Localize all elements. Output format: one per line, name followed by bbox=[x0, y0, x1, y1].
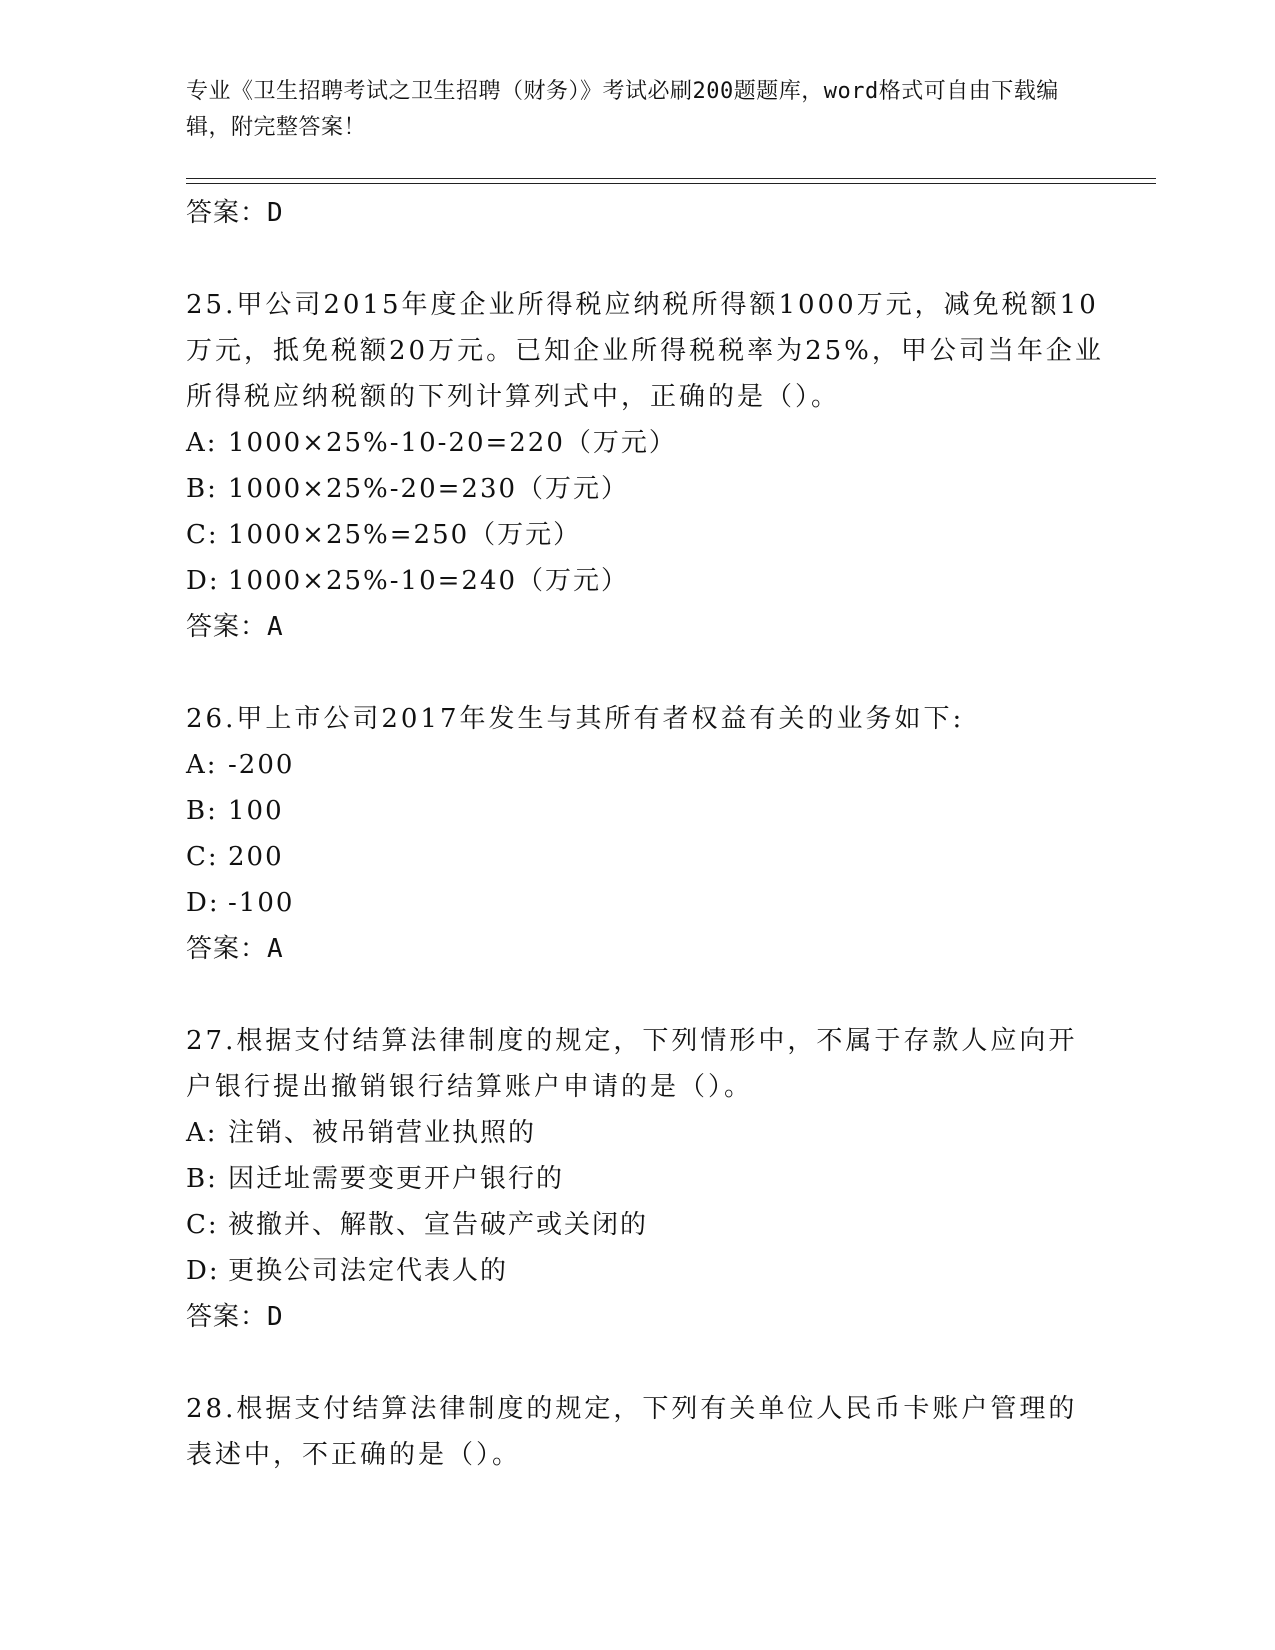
question-block bbox=[186, 1386, 1106, 1478]
option-text: 被撤并、解散、宣告破产或关闭的 bbox=[228, 1210, 649, 1240]
option-b bbox=[186, 1156, 1106, 1202]
option-a bbox=[186, 420, 1106, 466]
option-key: B: bbox=[186, 474, 218, 504]
option-a bbox=[186, 742, 1106, 788]
question-block bbox=[186, 1018, 1106, 1340]
question-stem: 26.甲上市公司2017年发生与其所有者权益有关的业务如下: bbox=[186, 704, 965, 734]
header-divider bbox=[186, 178, 1156, 179]
question-stem: 25.甲公司2015年度企业所得税应纳税所得额1000万元，减免税额10万元，抵免税额20万元。已知企业所得税税率为25%，甲公司当年企业所得税应纳税额的下列计算列式中，正确的是（）。 bbox=[186, 290, 1104, 412]
option-text: 1000×25%-10=240（万元） bbox=[228, 566, 630, 596]
option-a bbox=[186, 1110, 1106, 1156]
option-text: 200 bbox=[228, 842, 284, 872]
option-b bbox=[186, 466, 1106, 512]
option-key: C: bbox=[186, 1210, 219, 1240]
spacer bbox=[186, 236, 1106, 282]
option-c bbox=[186, 834, 1106, 880]
question-stem: 28.根据支付结算法律制度的规定，下列有关单位人民币卡账户管理的表述中，不正确的是（）。 bbox=[186, 1394, 1078, 1470]
option-d bbox=[186, 880, 1106, 926]
option-c bbox=[186, 1202, 1106, 1248]
question-list bbox=[186, 190, 1106, 1478]
option-key: A: bbox=[186, 750, 218, 780]
option-b bbox=[186, 788, 1106, 834]
option-key: D: bbox=[186, 566, 220, 596]
spacer bbox=[186, 1340, 1106, 1386]
option-text: 1000×25%=250（万元） bbox=[228, 520, 582, 550]
question-block bbox=[186, 696, 1106, 972]
answer-line: 答案：A bbox=[186, 934, 284, 964]
option-text: 1000×25%-20=230（万元） bbox=[228, 474, 630, 504]
answer-line: 答案：A bbox=[186, 612, 284, 642]
page-header: 专业《卫生招聘考试之卫生招聘（财务）》考试必刷200题题库，word格式可自由下载编辑，附完整答案！ bbox=[186, 79, 1059, 140]
spacer bbox=[186, 972, 1106, 1018]
option-key: C: bbox=[186, 520, 219, 550]
option-key: C: bbox=[186, 842, 219, 872]
spacer bbox=[186, 650, 1106, 696]
option-key: D: bbox=[186, 1256, 220, 1286]
option-text: 更换公司法定代表人的 bbox=[228, 1256, 509, 1286]
answer-line: 答案：D bbox=[186, 198, 284, 228]
option-text: -100 bbox=[228, 888, 295, 918]
option-d bbox=[186, 1248, 1106, 1294]
header-divider-second bbox=[186, 183, 1156, 184]
answer-line: 答案：D bbox=[186, 1302, 284, 1332]
option-text: 100 bbox=[228, 796, 284, 826]
option-key: D: bbox=[186, 888, 220, 918]
option-c bbox=[186, 512, 1106, 558]
question-stem: 27.根据支付结算法律制度的规定，下列情形中，不属于存款人应向开户银行提出撤销银行结算账户申请的是（）。 bbox=[186, 1026, 1078, 1102]
option-key: B: bbox=[186, 796, 218, 826]
option-text: 因迁址需要变更开户银行的 bbox=[228, 1164, 565, 1194]
option-text: 注销、被吊销营业执照的 bbox=[228, 1118, 537, 1148]
question-block bbox=[186, 282, 1106, 650]
option-key: B: bbox=[186, 1164, 218, 1194]
option-key: A: bbox=[186, 428, 218, 458]
option-text: 1000×25%-10-20=220（万元） bbox=[228, 428, 677, 458]
option-text: -200 bbox=[228, 750, 295, 780]
option-key: A: bbox=[186, 1118, 218, 1148]
option-d bbox=[186, 558, 1106, 604]
